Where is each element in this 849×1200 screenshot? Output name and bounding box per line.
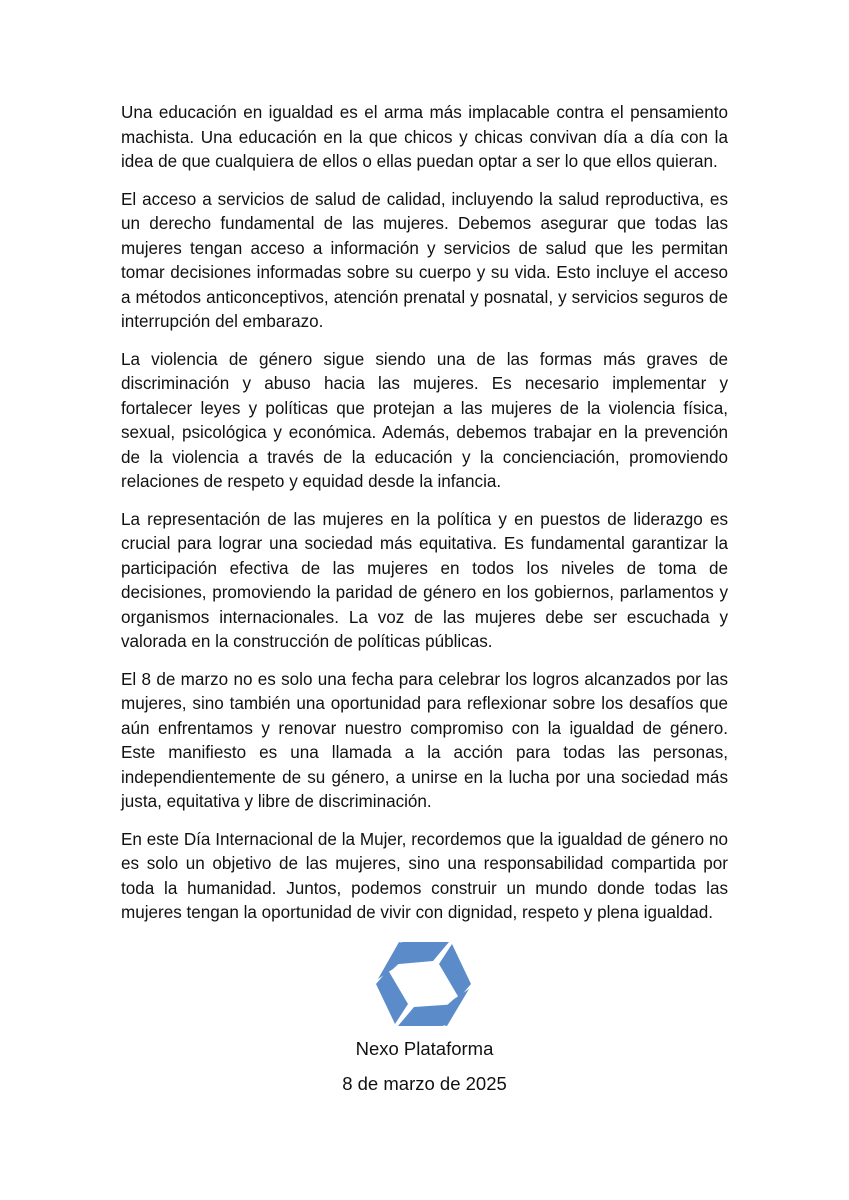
organization-name: Nexo Plataforma: [355, 1038, 494, 1059]
paragraph-education: Una educación en igualdad es el arma más implacable contra el pensamiento machista. Una educación en la que chicos y chicas convivan día a día con la idea de que cualquiera de ellos o ellas puedan optar a ser lo que ellos quieran.: [121, 103, 728, 171]
paragraph-violence: La violencia de género sigue siendo una de las formas más graves de discriminación y abuso hacia las mujeres. Es necesario implementar y fortalecer leyes y políticas que protejan a las mujeres de la violencia física, sexual, psicológica y económica. Además, debemos trabajar en la prevención de la violencia a través de la educación y la concienciación, promoviendo relaciones de respeto y equidad desde la infancia.: [121, 349, 728, 491]
paragraph-closing: En este Día Internacional de la Mujer, recordemos que la igualdad de género no es solo un objetivo de las mujeres, sino una responsabilidad compartida por toda la humanidad. Juntos, podemos construir un mundo donde todas las mujeres tengan la oportunidad de vivir con dignidad, respeto y plena igualdad.: [121, 829, 728, 922]
paragraph-march-8: El 8 de marzo no es solo una fecha para celebrar los logros alcanzados por las mujeres, sino también una oportunidad para reflexionar sobre los desafíos que aún enfrentamos y renovar nuestro compromiso con la igualdad de género. Este manifiesto es una llamada a la acción para todas las personas, independientemente de su género, a unirse en la lucha por una sociedad más justa, equitativa y libre de discriminación.: [121, 669, 728, 811]
hexagon-logo-icon: [376, 941, 472, 1027]
document-date: 8 de marzo de 2025: [342, 1073, 507, 1094]
manifesto-body: [121, 101, 728, 939]
paragraph-representation: La representación de las mujeres en la política y en puestos de liderazgo es crucial para lograr una sociedad más equitativa. Es fundamental garantizar la participación efectiva de las mujeres en todos los niveles de toma de decisiones, promoviendo la paridad de género en los gobiernos, parlamentos y organismos internacionales. La voz de las mujeres debe ser escuchada y valorada en la construcción de políticas públicas.: [121, 509, 728, 651]
paragraph-health: El acceso a servicios de salud de calidad, incluyendo la salud reproductiva, es un derecho fundamental de las mujeres. Debemos asegurar que todas las mujeres tengan acceso a información y servicios de salud que les permitan tomar decisiones informadas sobre su cuerpo y su vida. Esto incluye el acceso a métodos anticonceptivos, atención prenatal y posnatal, y servicios seguros de interrupción del embarazo.: [121, 189, 728, 331]
